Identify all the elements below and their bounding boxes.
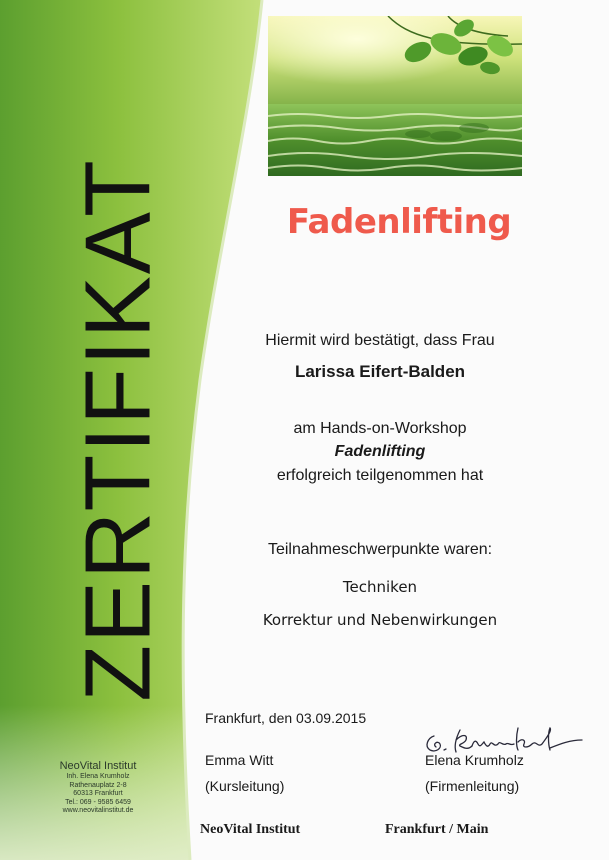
workshop-intro: am Hands-on-Workshop: [293, 420, 467, 437]
institute-name: NeoVital Institut: [59, 760, 137, 772]
institute-owner-line: Inh. Elena Krumholz: [66, 773, 130, 780]
institute-phone-line: Tel.: 069 - 9585 6459: [65, 798, 131, 806]
right-signer-name: Elena Krumholz: [425, 752, 524, 768]
completion-text: erfolgreich teilgenommen hat: [276, 467, 484, 484]
participant-name: Larissa Eifert-Balden: [294, 362, 466, 381]
workshop-name: Fadenlifting: [334, 443, 426, 460]
left-signer-name: Emma Witt: [205, 752, 274, 768]
focus-item: Techniken: [342, 578, 418, 596]
institute-address-block: [38, 760, 158, 816]
certificate-title: Fadenlifting: [286, 202, 512, 242]
place-date: Frankfurt, den 03.09.2015: [205, 710, 367, 726]
leaves-water-photo: [268, 16, 522, 176]
institute-website-line: www.neovitalinstitut.de: [62, 807, 134, 814]
institute-street-line: Rathenauplatz 2-8: [69, 781, 127, 789]
vertical-certificate-title: ZERTIFIKAT: [65, 158, 170, 702]
footer-location: Frankfurt / Main: [385, 822, 489, 837]
right-signer-role: (Firmenleitung): [425, 778, 520, 794]
focus-heading: Teilnahmeschwerpunkte waren:: [267, 541, 493, 558]
left-signer-role: (Kursleitung): [205, 778, 285, 794]
institute-city-line: 60313 Frankfurt: [73, 790, 123, 797]
confirmation-text: Hiermit wird bestätigt, dass Frau: [265, 332, 495, 349]
footer-institute-name: NeoVital Institut: [200, 822, 301, 837]
focus-item: Korrektur und Nebenwirkungen: [262, 611, 498, 629]
